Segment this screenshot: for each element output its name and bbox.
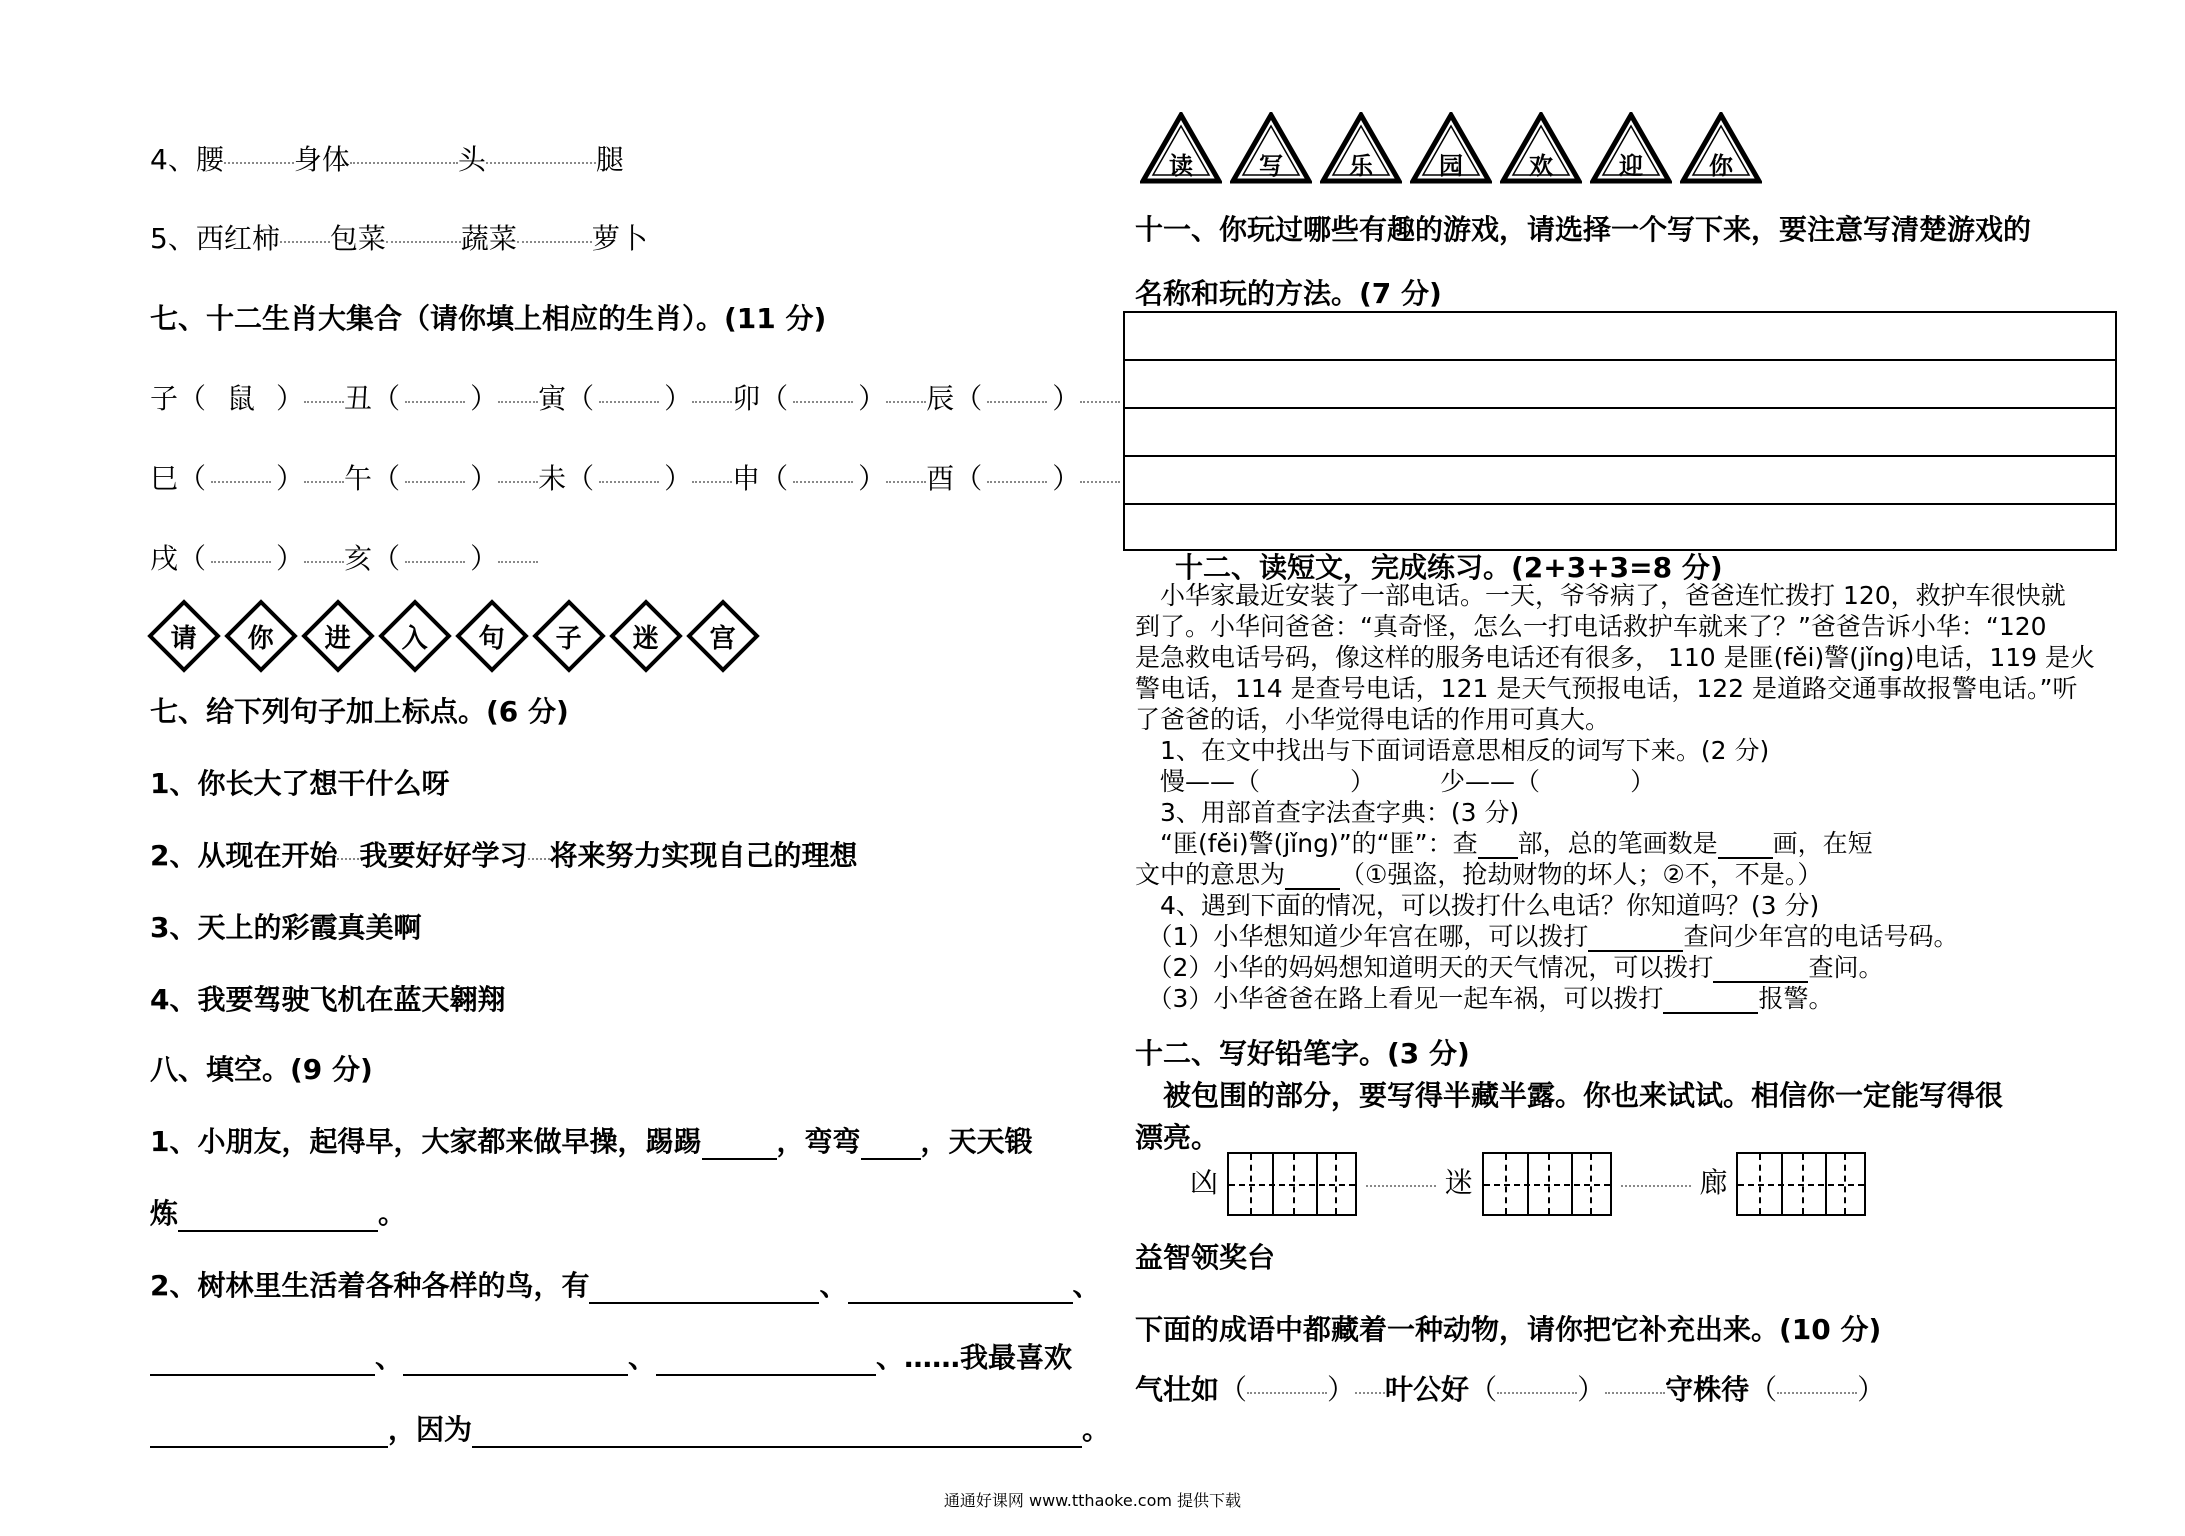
zodiac-branch: 午: [344, 462, 373, 495]
banner-char: 进: [324, 623, 352, 654]
paren-open: （: [178, 542, 207, 575]
zodiac-answer[interactable]: [599, 477, 659, 483]
zodiac-answer[interactable]: [211, 477, 271, 483]
zodiac-answer[interactable]: [405, 397, 465, 403]
paren-open: （: [372, 542, 401, 575]
fill-2: [150, 1264, 1101, 1304]
word: 身体: [293, 143, 350, 176]
section-12b-text: 被包围的部分，要写得半藏半露。你也来试试。相信你一定能写得很: [1135, 1079, 2004, 1112]
paren-close: ）: [470, 542, 499, 575]
footer: 通通好课网 www.tthaoke.com 提供下载: [943, 1491, 1242, 1510]
passage-line: 了爸爸的话，小华觉得电话的作用可真大。: [1135, 705, 1611, 734]
text: 我要好好学习: [359, 839, 528, 872]
paren-close: ）: [1052, 462, 1081, 495]
zodiac-branch: 卯: [732, 382, 761, 415]
section-12b-text-cont: 漂亮。: [1135, 1121, 1220, 1154]
section-11-title-cont: 名称和玩的方法。(7 分): [1135, 277, 1442, 310]
text: 。: [1082, 1413, 1111, 1446]
tianzige-grid[interactable]: [1227, 1152, 1357, 1216]
item5-row: [150, 217, 648, 257]
text: 2、树林里生活着各种各样的鸟，有: [150, 1269, 590, 1302]
fill-2-line2: [150, 1336, 1072, 1376]
sentence-3: 3、天上的彩霞真美啊: [150, 911, 422, 944]
text: 少——（: [1440, 767, 1541, 796]
dot-leader: [498, 397, 538, 403]
section-7a-title: 七、十二生肖大集合（请你填上相应的生肖）。(11 分): [150, 302, 827, 335]
zodiac-answer[interactable]: [793, 477, 853, 483]
zodiac-item: [344, 382, 538, 415]
dot-leader: [692, 397, 732, 403]
bonus-title: 益智领奖台: [1135, 1241, 1276, 1274]
paren-close: ）: [276, 462, 305, 495]
zodiac-branch: 亥: [344, 542, 373, 575]
banner-diamond: [455, 599, 529, 673]
text: 查问少年宫的电话号码。: [1683, 922, 1959, 951]
text: （2）小华的妈妈想知道明天的天气情况，可以拨打: [1160, 953, 1714, 982]
paren-open: （: [372, 462, 401, 495]
text: ，因为: [388, 1413, 473, 1446]
banner-diamond: [686, 599, 760, 673]
word: 头: [457, 143, 486, 176]
tianzige-grid[interactable]: [1482, 1152, 1612, 1216]
text: ，天天锻: [920, 1125, 1033, 1158]
paren-close: ）: [276, 382, 305, 415]
zodiac-item: [344, 462, 538, 495]
passage-line: 是急救电话号码，像这样的服务电话还有很多， 110 是匪(fěi)警(jǐng)电话，119 是火: [1135, 643, 2096, 672]
zodiac-answer[interactable]: [987, 397, 1047, 403]
zodiac-branch: 申: [732, 462, 761, 495]
word: 西红柿: [195, 222, 280, 255]
word: 萝卜: [591, 222, 648, 255]
passage-line: 小华家最近安装了一部电话。一天，爷爷病了，爸爸连忙拨打 120，救护车很快就: [1135, 581, 2066, 610]
practice-char: 凶: [1190, 1166, 1219, 1199]
zodiac-item: [150, 462, 344, 495]
paren-open: （: [760, 462, 789, 495]
text: 慢——（: [1160, 767, 1261, 796]
banner-diamond: [301, 599, 375, 673]
banner-char: 迷: [632, 623, 660, 654]
item4-row: [150, 138, 624, 178]
banner-diamond: [147, 599, 221, 673]
sentence-2: [150, 834, 858, 874]
section-12a-title: 十二、读短文，完成练习。(2+3+3=8 分): [1175, 551, 1723, 584]
char-practice-row: [1190, 1152, 1866, 1216]
text: 部，总的笔画数是: [1517, 829, 1718, 858]
zodiac-item: [344, 542, 538, 575]
dot-leader: [498, 557, 538, 563]
paren-close: ）: [664, 462, 693, 495]
dot-leader: [304, 397, 344, 403]
zodiac-item: [150, 382, 344, 415]
paren-open: （: [954, 462, 983, 495]
practice-char: 迷: [1444, 1166, 1473, 1199]
banner-sentence-maze: [158, 610, 774, 662]
paren-close: ）: [470, 462, 499, 495]
section-7b-title: 七、给下列句子加上标点。(6 分): [150, 695, 569, 728]
zodiac-branch: 丑: [344, 382, 373, 415]
word: 蔬菜: [460, 222, 517, 255]
zodiac-row-3: [150, 537, 538, 577]
paren-open: （: [954, 382, 983, 415]
text: （3）小华爸爸在路上看见一起车祸，可以拨打: [1160, 984, 1664, 1013]
paren-close: ）: [858, 462, 887, 495]
zodiac-answer[interactable]: [405, 557, 465, 563]
text: 炼: [150, 1197, 179, 1230]
question-3-line2: [1135, 859, 2095, 890]
text: 、: [819, 1269, 848, 1302]
word: 腰: [195, 143, 224, 176]
banner-triangle: [1140, 112, 1222, 184]
zodiac-branch: 戌: [150, 542, 179, 575]
banner-triangle: [1590, 112, 1672, 184]
passage-line: 警电话，114 是查号电话，121 是天气预报电话，122 是道路交通事故报警电话。”听: [1135, 674, 2078, 703]
text: 查问。: [1808, 953, 1884, 982]
banner-char: 你: [247, 623, 275, 654]
zodiac-answer[interactable]: [987, 477, 1047, 483]
practice-char: 廊: [1699, 1166, 1728, 1199]
question-4-1: [1135, 921, 2095, 952]
dot-leader: [886, 477, 926, 483]
text: 将来努力实现自己的理想: [549, 839, 858, 872]
paren-open: （: [760, 382, 789, 415]
zodiac-row-1: [150, 377, 1120, 417]
zodiac-item: [926, 462, 1120, 495]
sentence-4: 4、我要驾驶飞机在蓝天翱翔: [150, 983, 506, 1016]
paren-open: （: [372, 382, 401, 415]
zodiac-item: [150, 542, 344, 575]
banner-char: 入: [401, 623, 429, 654]
banner-char: 子: [555, 623, 583, 654]
paren-close: ）: [276, 542, 305, 575]
banner-char: 迎: [1619, 152, 1643, 180]
section-8-title: 八、填空。(9 分): [150, 1053, 373, 1086]
banner-char: 宫: [709, 623, 737, 654]
banner-triangle: [1410, 112, 1492, 184]
dot-leader: [886, 397, 926, 403]
banner-diamond: [609, 599, 683, 673]
banner-diamond: [532, 599, 606, 673]
question-3: 3、用部首查字法查字典：(3 分): [1135, 798, 1520, 827]
fill-1: [150, 1120, 1033, 1160]
paren-close: ）: [470, 382, 499, 415]
item-number: 5、: [150, 222, 196, 255]
zodiac-item: [926, 382, 1120, 415]
banner-char: 欢: [1529, 152, 1553, 180]
zodiac-branch: 巳: [150, 462, 179, 495]
paren-close: ）: [1052, 382, 1081, 415]
passage-line: 到了。小华问爸爸：“真奇怪，怎么一打电话救护车就来了？”爸爸告诉小华：“120: [1135, 612, 2047, 641]
banner-char: 读: [1169, 152, 1193, 180]
zodiac-item: [538, 382, 732, 415]
dot-leader: [304, 477, 344, 483]
paren-open: （: [566, 462, 595, 495]
zodiac-item: [538, 462, 732, 495]
text: 、: [1072, 1269, 1101, 1302]
banner-char: 句: [478, 623, 506, 654]
text: （1）小华想知道少年宫在哪，可以拨打: [1160, 922, 1589, 951]
text: 、: [375, 1341, 404, 1374]
dot-leader: [692, 477, 732, 483]
text: 、: [628, 1341, 657, 1374]
banner-char: 乐: [1349, 152, 1373, 180]
question-4-2: [1135, 952, 2095, 983]
zodiac-branch: 子: [150, 382, 179, 415]
writing-box[interactable]: [1123, 311, 2117, 551]
idiom-row: 气壮如（ ） 叶公好（ ） 守株待（ ）: [1135, 1373, 1886, 1406]
text: 。: [378, 1197, 407, 1230]
paren-open: （: [178, 382, 207, 415]
text: ）: [1350, 767, 1376, 796]
question-4-3: [1135, 983, 2095, 1014]
passage: [1135, 580, 2095, 1014]
banner-triangle: [1500, 112, 1582, 184]
text: 2、从现在开始: [150, 839, 338, 872]
banner-char: 写: [1259, 152, 1283, 180]
tianzige-grid[interactable]: [1736, 1152, 1866, 1216]
banner-char: 你: [1709, 152, 1733, 180]
question-1-items: [1135, 766, 2095, 797]
zodiac-row-2: [150, 457, 1120, 497]
word: 腿: [595, 143, 624, 176]
word: 包菜: [329, 222, 386, 255]
text: 画，在短: [1772, 829, 1873, 858]
text: 文中的意思为: [1135, 860, 1286, 889]
banner-char: 园: [1439, 152, 1463, 180]
text: （①强盗，抢劫财物的坏人；②不，不是。）: [1340, 860, 1823, 889]
zodiac-answer[interactable]: 鼠: [227, 382, 256, 415]
dot-leader: [1080, 477, 1120, 483]
zodiac-branch: 辰: [926, 382, 955, 415]
fill-2-line3: [150, 1408, 1110, 1448]
idiom: 气壮如: [1135, 1373, 1220, 1406]
text: ，弯弯: [776, 1125, 861, 1158]
banner-reading-garden: [1140, 112, 1770, 184]
zodiac-answer[interactable]: [211, 557, 271, 563]
question-1: 1、在文中找出与下面词语意思相反的词写下来。(2 分): [1135, 736, 1770, 765]
bonus-text: 下面的成语中都藏着一种动物，请你把它补充出来。(10 分): [1135, 1313, 1882, 1346]
text: “匪(fěi)警(jǐng)”的“匪”：查: [1160, 829, 1478, 858]
dot-leader: [1080, 397, 1120, 403]
question-3-line1: [1135, 828, 2095, 859]
banner-triangle: [1680, 112, 1762, 184]
sentence-1: 1、你长大了想干什么呀: [150, 767, 450, 800]
zodiac-item: [732, 382, 926, 415]
item-number: 4、: [150, 143, 196, 176]
fill-1-cont: [150, 1192, 406, 1232]
paren-close: ）: [858, 382, 887, 415]
banner-triangle: [1230, 112, 1312, 184]
paren-open: （: [178, 462, 207, 495]
banner-diamond: [224, 599, 298, 673]
question-4: 4、遇到下面的情况，可以拨打什么电话？你知道吗？(3 分): [1135, 891, 1820, 920]
zodiac-answer[interactable]: [405, 477, 465, 483]
idiom: 叶公好: [1385, 1373, 1470, 1406]
idiom: 守株待: [1665, 1373, 1750, 1406]
zodiac-item: [732, 462, 926, 495]
paren-close: ）: [664, 382, 693, 415]
dot-leader: [498, 477, 538, 483]
zodiac-branch: 酉: [926, 462, 955, 495]
text: 1、小朋友，起得早，大家都来做早操，踢踢: [150, 1125, 702, 1158]
zodiac-answer[interactable]: [599, 397, 659, 403]
banner-diamond: [378, 599, 452, 673]
banner-triangle: [1320, 112, 1402, 184]
text: ）: [1630, 767, 1656, 796]
section-11-title: 十一、你玩过哪些有趣的游戏，请选择一个写下来，要注意写清楚游戏的: [1135, 213, 2032, 246]
text: 、……我最喜欢: [876, 1341, 1073, 1374]
banner-char: 请: [170, 623, 198, 654]
paren-open: （: [566, 382, 595, 415]
text: 报警。: [1758, 984, 1834, 1013]
zodiac-branch: 寅: [538, 382, 567, 415]
zodiac-branch: 未: [538, 462, 567, 495]
zodiac-answer[interactable]: [793, 397, 853, 403]
section-12b-title: 十二、写好铅笔字。(3 分): [1135, 1037, 1470, 1070]
dot-leader: [304, 557, 344, 563]
